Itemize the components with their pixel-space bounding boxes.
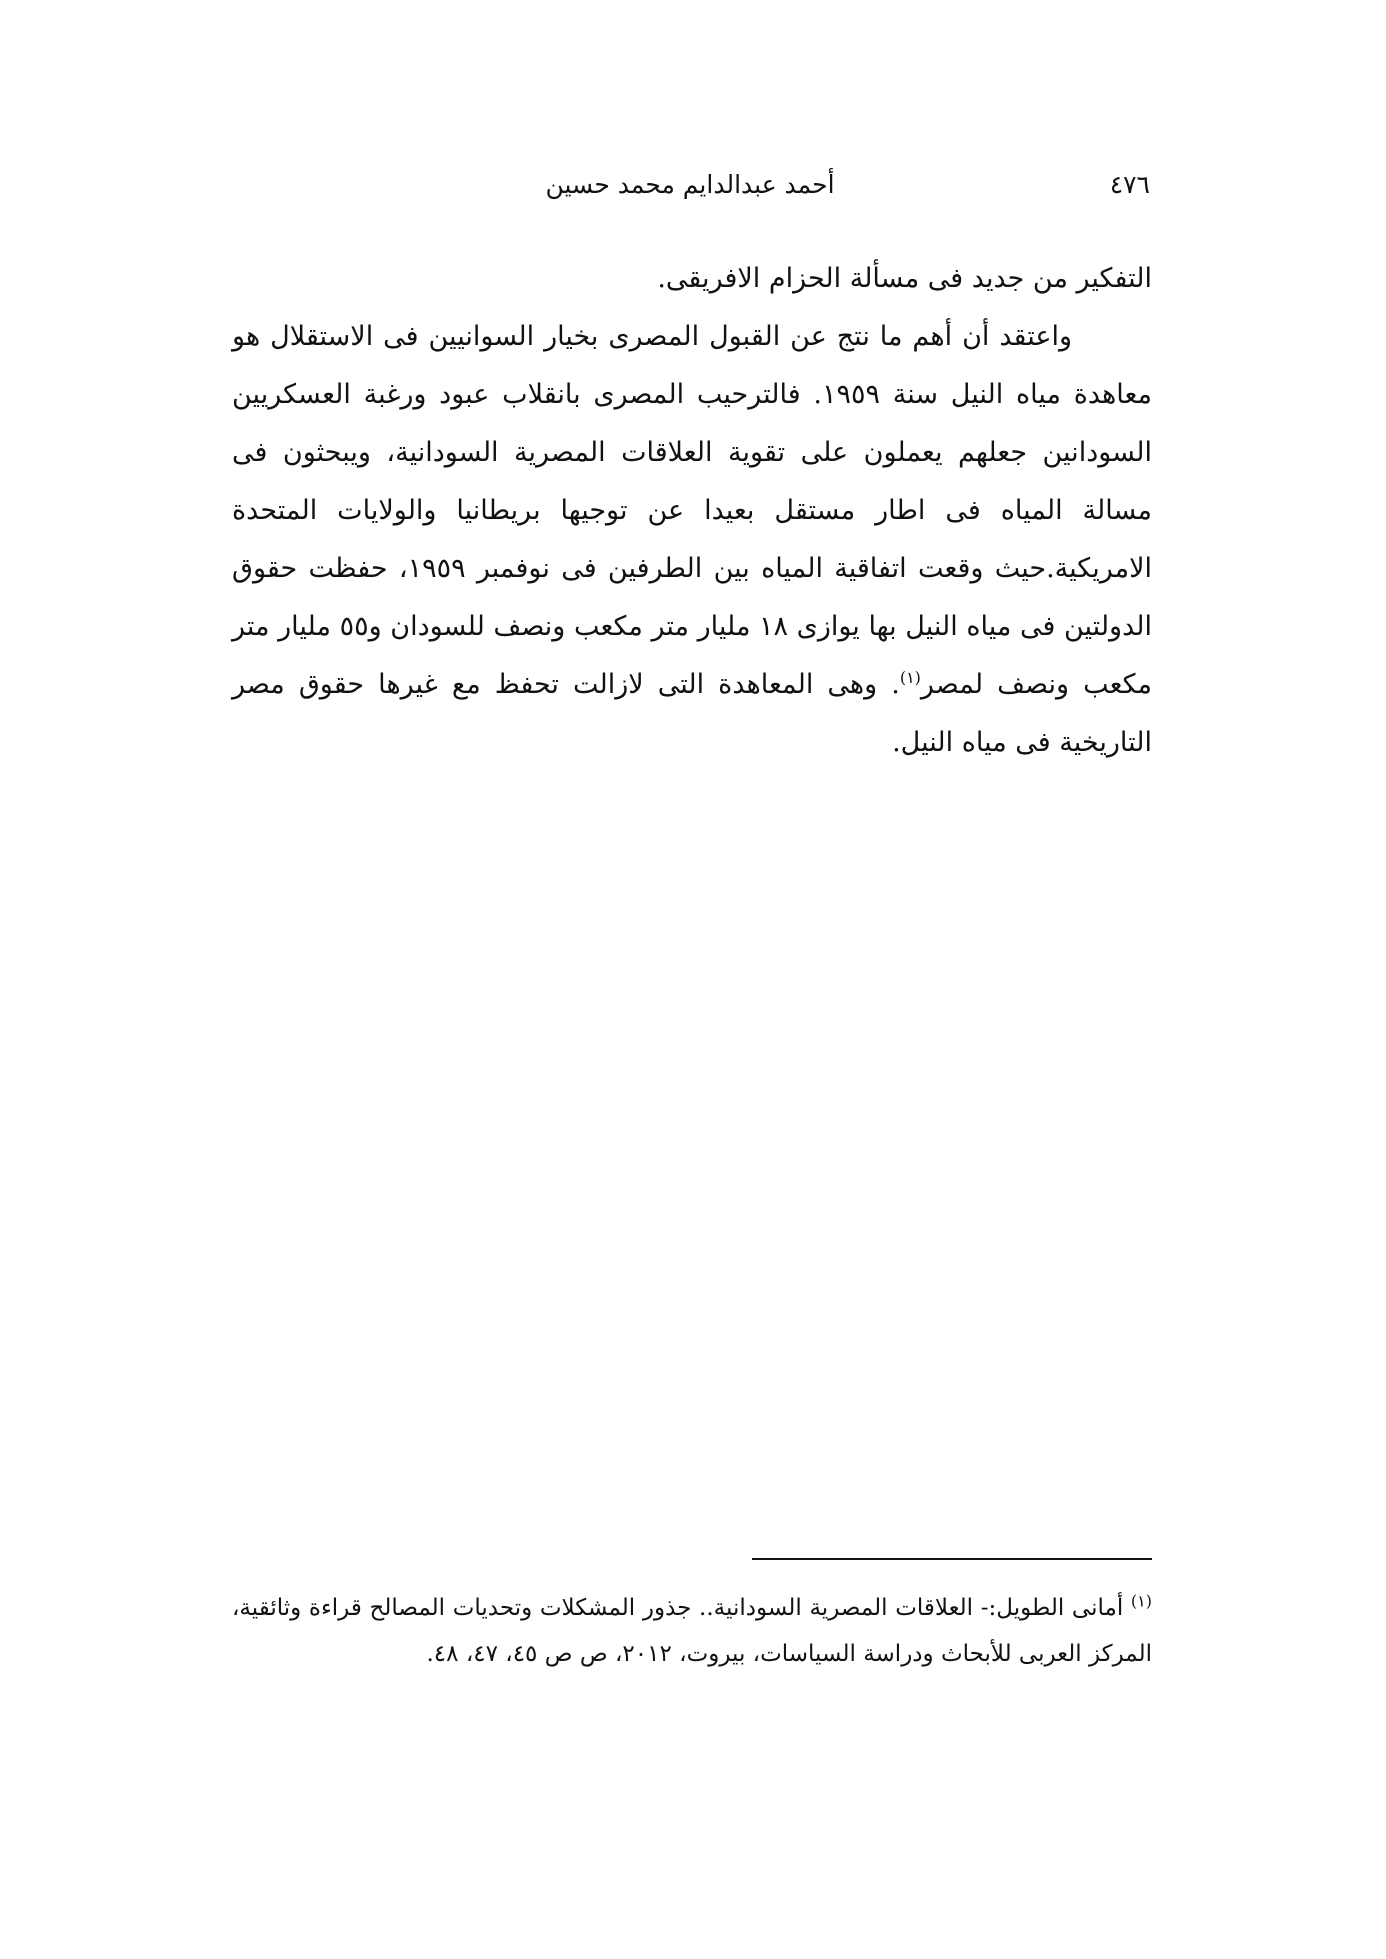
- footnote-separator: [752, 1558, 1152, 1560]
- author-name: أحمد عبدالدايم محمد حسين: [545, 170, 835, 199]
- running-header: [230, 170, 1150, 210]
- body-text: [232, 250, 1152, 772]
- footnote-1: [232, 1585, 1152, 1677]
- paragraph-2: [232, 308, 1152, 772]
- footnote-reference: (١): [899, 668, 921, 687]
- paragraph-2-continuation: . وهى المعاهدة التى لازالت تحفظ مع غيرها حقوق مصر التاريخية فى مياه النيل.: [232, 669, 1152, 758]
- paragraph-1: التفكير من جديد فى مسألة الحزام الافريقى.: [657, 263, 1152, 294]
- footnotes: [232, 1585, 1152, 1677]
- footnote-marker: (١): [1130, 1591, 1152, 1611]
- paragraph-2-text: واعتقد أن أهم ما نتج عن القبول المصرى بخيار السوانيين فى الاستقلال هو معاهدة مياه النيل سنة ١٩٥٩. فالترحيب المصرى بانقلاب عبود ورغبة العسكريين السودانين جعلهم يعملون على تقوية العلاقات المصرية السودانية، ويبحثون فى مسالة المياه فى اطار مستقل بعيدا عن توجيها بريطانيا والولايات المتحدة الامريكية.حيث وقعت اتفاقية المياه بين الطرفين فى نوفمبر ١٩٥٩، حفظت حقوق الدولتين فى مياه النيل بها يوازى ١٨ مليار متر مكعب ونصف للسودان و٥٥ مليار متر مكعب ونصف لمصر: [232, 321, 1152, 700]
- footnote-text: أمانى الطويل:- العلاقات المصرية السودانية.. جذور المشكلات وتحديات المصالح قراءة وثائقية، المركز العربى للأبحاث ودراسة السياسات، بيروت، ٢٠١٢، ص ص ٤٥، ٤٧، ٤٨.: [232, 1595, 1152, 1667]
- page-number: ٤٧٦: [1109, 170, 1150, 199]
